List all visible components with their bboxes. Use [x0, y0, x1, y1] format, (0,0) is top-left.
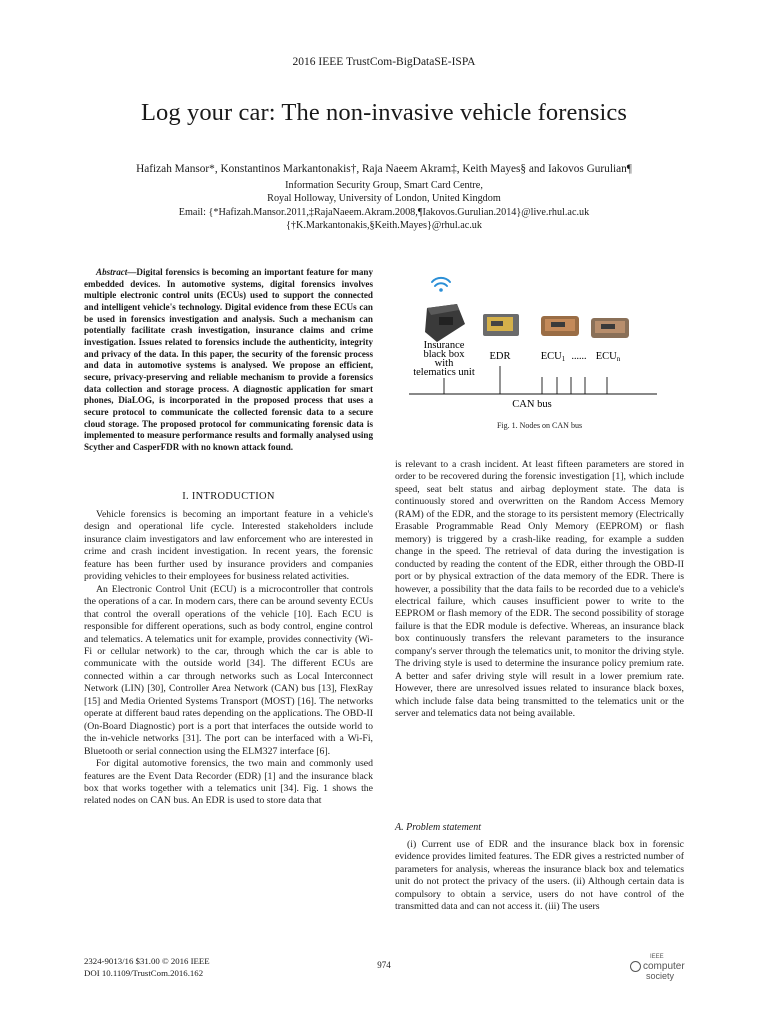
figure-can-bus-nodes — [395, 262, 684, 422]
paper-title: Log your car: The non-invasive vehicle forensics — [140, 99, 628, 126]
abstract — [84, 267, 373, 454]
abstract-lead: Abstract— — [96, 267, 137, 277]
abstract-text: Digital forensics is becoming an important feature for many embedded devices. In automotive systems, digital forensics involves multiple electronic control units (ECUs) used to support the connected and intelligent vehicle's technology. Digital evidence from these ECUs can be used in forensics investigation and analysis. Such a mechanism can potentially facilitate crash investigation, insurance claims and crime investigation. Issues related to forensics include the authenticity, integrity and privacy of the data. In this paper, the security of the forensic process and data in automotive systems is analysed. We propose an efficient, secure, privacy-preserving and reliable mechanism to provide a forensics data collection and storage process. A diagnostic application for smart phones, DiaLOG, is incorporated in the proposed process that uses a secure protocol to communicate the collected forensic data to a secure cloud storage. The proposed protocol for communicating forensic data is implemented to measure performance results and formally analysed using Scyther and CasperFDR with no known attack found. — [84, 267, 373, 452]
author-list: Hafizah Mansor*, Konstantinos Markantonakis†, Raja Naeem Akram‡, Keith Mayes§ and Iakovos Gurulian¶ — [136, 163, 632, 175]
logo-society-text: society — [646, 971, 675, 981]
page-number: 974 — [377, 960, 391, 970]
intro-paragraph-2: An Electronic Control Unit (ECU) is a microcontroller that controls the operations of a car. In modern cars, there can be around seventy ECUs that control the overall operations of the vehicle [10]. Each ECU is responsible for different operations, such as body control, engine control and telematics. A telematics unit for example, provides connectivity (Wi-Fi or cellular network) to the car, through which the car is able to communicate with the outside world [34]. The different ECUs are connected within a car through networks such as Local Interconnect Network (LIN) [30], Controller Area Network (CAN) bus [13], FlexRay [15] and Media Oriented Systems Transport (MOST) [16]. The networks operate at different baud rates depending on the applications. The OBD-II (On-Board Diagnostic) port is a port that interfaces the outside world to the in-vehicle networks [31]. The port can be interfaced with a Wi-Fi, Bluetooth or serial connection using the ELM327 interface [6]. — [84, 583, 373, 757]
globe-icon — [630, 961, 641, 972]
right-paragraph-2: (i) Current use of EDR and the insurance black box in forensic evidence provides limited features. The EDR gives a restricted number of parameters for analysis, whereas the insurance black box and telematics unit do not protect the privacy of the users. (ii) Although certain data is compulsory to obtain a service, users do not have control of the transmitted data and can not access it. (iii) The users — [395, 839, 684, 913]
edr-device-icon — [483, 314, 519, 336]
logo-computer-text: computer — [643, 960, 685, 972]
wifi-icon — [432, 278, 450, 292]
black-box-device-icon — [425, 304, 465, 342]
right-paragraph-1: is relevant to a crash incident. At least fifteen parameters are stored in order to be recovered during the forensic investigation [1], which include speed, seat belt status and airbag deployment state. The data is continuously stored and overwritten on the Random Access Memory (RAM) of the EDR, and the storage to its persistent memory (Electrically Erasable Programmable Read Only Memory (EEPROM) or flash memory) is triggered by a crash-like reading, for example a sudden change in the speed. The retrieval of data during the investigation is conducted by reading the content of the EDR, either through the OBD-II port or by physical extraction of the data memory of the EDR. There is however, a possibility that the data fails to be recorded due to a vehicle's electrical failure, which causes insufficient power to write to the EEPROM or flash memory of the EDR. The second possibility of storage failure is that the EDR module is defective. Whereas, an insurance black box continuously transfers the relevant parameters to the insurance company's server through the telematics unit, to monitor the driving style. The driving style is used to determine the insurance policy premium rate. A better and safer driving style will result in a lower premium rate. However, there are unresolved issues related to insurance black boxes, which include false data being transmitted to the telematics unit or the server and telematics data not being available. — [395, 459, 684, 720]
intro-paragraph-3: For digital automotive forensics, the two main and commonly used features are the Event Data Recorder (EDR) [1] and the insurance black box that works together with a telematics unit [34]. Fig. 1 shows the related nodes on CAN bus. An EDR is used to store data that — [84, 758, 373, 807]
figure-caption: Fig. 1. Nodes on CAN bus — [496, 421, 583, 430]
logo-ieee-text: IEEE — [650, 954, 664, 960]
label-ecu-n: ECUn — [595, 351, 621, 363]
section-heading-introduction: I. INTRODUCTION — [182, 491, 275, 502]
ieee-computer-society-logo — [630, 953, 690, 980]
ecu-1-device-icon — [541, 316, 579, 336]
subsection-heading-problem-statement: A. Problem statement — [395, 822, 482, 833]
label-insurance-line3: with — [434, 358, 454, 369]
email-line-1: Email: {*Hafizah.Mansor.2011,‡RajaNaeem.Akram.2008,¶Iakovos.Gurulian.2014}@live.rhul.ac.uk — [178, 207, 590, 218]
intro-paragraph-1: Vehicle forensics is becoming an important feature in a vehicle's design and operational life cycle. Interested stakeholders include insurance claim investigators and law enforcement who are interested in crime and crash incident investigation. In recent years, the forensic feature has been further used by insurance providers and companies providing vehicles to their employees for business related activities. — [84, 509, 373, 583]
footer-issn: 2324-9013/16 $31.00 © 2016 IEEE — [84, 956, 210, 966]
label-dots: ...... — [571, 351, 587, 362]
affiliation-line-1: Information Security Group, Smart Card Centre, — [285, 180, 483, 191]
label-insurance-line4: telematics unit — [413, 367, 475, 378]
email-line-2: {†K.Markantonakis,§Keith.Mayes}@rhul.ac.uk — [286, 220, 482, 231]
problem-statement-body — [395, 839, 684, 914]
label-insurance-line2: black box — [423, 349, 465, 360]
conference-header: 2016 IEEE TrustCom-BigDataSE-ISPA — [292, 56, 476, 68]
footer-doi: DOI 10.1109/TrustCom.2016.162 — [84, 968, 204, 978]
ecu-n-device-icon — [591, 318, 629, 338]
affiliation-line-2: Royal Holloway, University of London, United Kingdom — [267, 193, 501, 204]
introduction-body — [84, 509, 373, 808]
label-edr: EDR — [489, 351, 511, 362]
label-can-bus: CAN bus — [512, 399, 552, 410]
label-insurance-line1: Insurance — [423, 340, 465, 351]
label-ecu-1: ECU1 — [540, 351, 566, 363]
right-column-body — [395, 459, 684, 721]
